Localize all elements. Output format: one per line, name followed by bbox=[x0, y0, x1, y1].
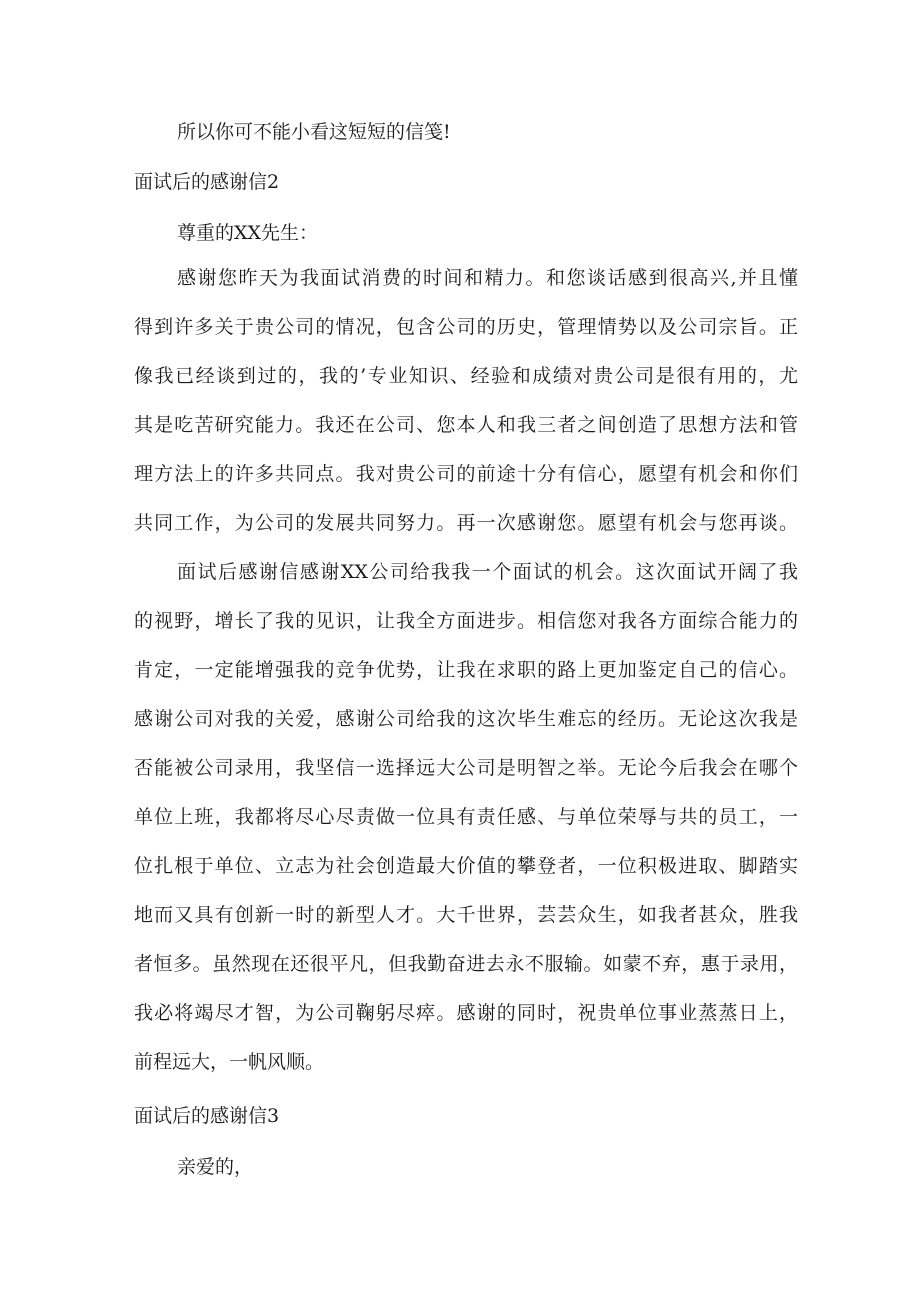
paragraph-2-line-8: 地而又具有创新一时的新型人才。大千世界，芸芸众生，如我者甚众，胜我 bbox=[134, 904, 798, 926]
paragraph-1-line-6: 共同工作，为公司的发展共同努力。再一次感谢您。愿望有机会与您再谈。 bbox=[134, 512, 798, 534]
section-3-heading: 面试后的感谢信3 bbox=[134, 1105, 280, 1127]
paragraph-2-line-9: 者恒多。虽然现在还很平凡，但我勤奋进去永不服输。如蒙不弃，惠于录用， bbox=[134, 953, 798, 975]
paragraph-2-line-1: 面试后感谢信感谢XX公司给我我一个面试的机会。这次面试开阔了我 bbox=[177, 561, 798, 583]
paragraph-1-line-4: 其是吃苦研究能力。我还在公司、您本人和我三者之间创造了思想方法和管 bbox=[134, 414, 798, 436]
paragraph-2-line-4: 感谢公司对我的关爱，感谢公司给我的这次毕生难忘的经历。无论这次我是 bbox=[134, 708, 798, 730]
paragraph-1-line-2: 得到许多关于贵公司的情况，包含公司的历史，管理情势以及公司宗旨。正 bbox=[134, 316, 798, 338]
paragraph-2-line-3: 肯定，一定能增强我的竞争优势，让我在求职的路上更加鉴定自己的信心。 bbox=[134, 659, 798, 681]
paragraph-2-line-10: 我必将竭尽才智，为公司鞠躬尽瘁。感谢的同时，祝贵单位事业蒸蒸日上， bbox=[134, 1002, 798, 1024]
paragraph-2-line-6: 单位上班，我都将尽心尽责做一位具有责任感、与单位荣辱与共的员工，一 bbox=[134, 806, 798, 828]
paragraph-1-line-5: 理方法上的许多共同点。我对贵公司的前途十分有信心，愿望有机会和你们 bbox=[134, 463, 798, 485]
paragraph-2-line-11: 前程远大，一帆风顺。 bbox=[134, 1051, 325, 1073]
paragraph-2-line-5: 否能被公司录用，我坚信一选择远大公司是明智之举。无论今后我会在哪个 bbox=[134, 757, 798, 779]
intro-closing-line: 所以你可不能小看这短短的信笺! bbox=[177, 121, 451, 143]
paragraph-2-line-2: 的视野，增长了我的见识，让我全方面进步。相信您对我各方面综合能力的 bbox=[134, 610, 798, 632]
section-2-salutation: 尊重的XX先生： bbox=[177, 222, 319, 244]
paragraph-1-line-3: 像我已经谈到过的，我的’专业知识、经验和成绩对贵公司是很有用的，尤 bbox=[134, 365, 798, 387]
paragraph-2-line-7: 位扎根于单位、立志为社会创造最大价值的攀登者，一位积极进取、脚踏实 bbox=[134, 855, 798, 877]
section-2-heading: 面试后的感谢信2 bbox=[134, 171, 280, 193]
paragraph-1-line-1: 感谢您昨天为我面试消费的时间和精力。和您谈话感到很高兴,并且懂 bbox=[177, 267, 798, 289]
section-3-salutation: 亲爱的， bbox=[177, 1156, 254, 1178]
